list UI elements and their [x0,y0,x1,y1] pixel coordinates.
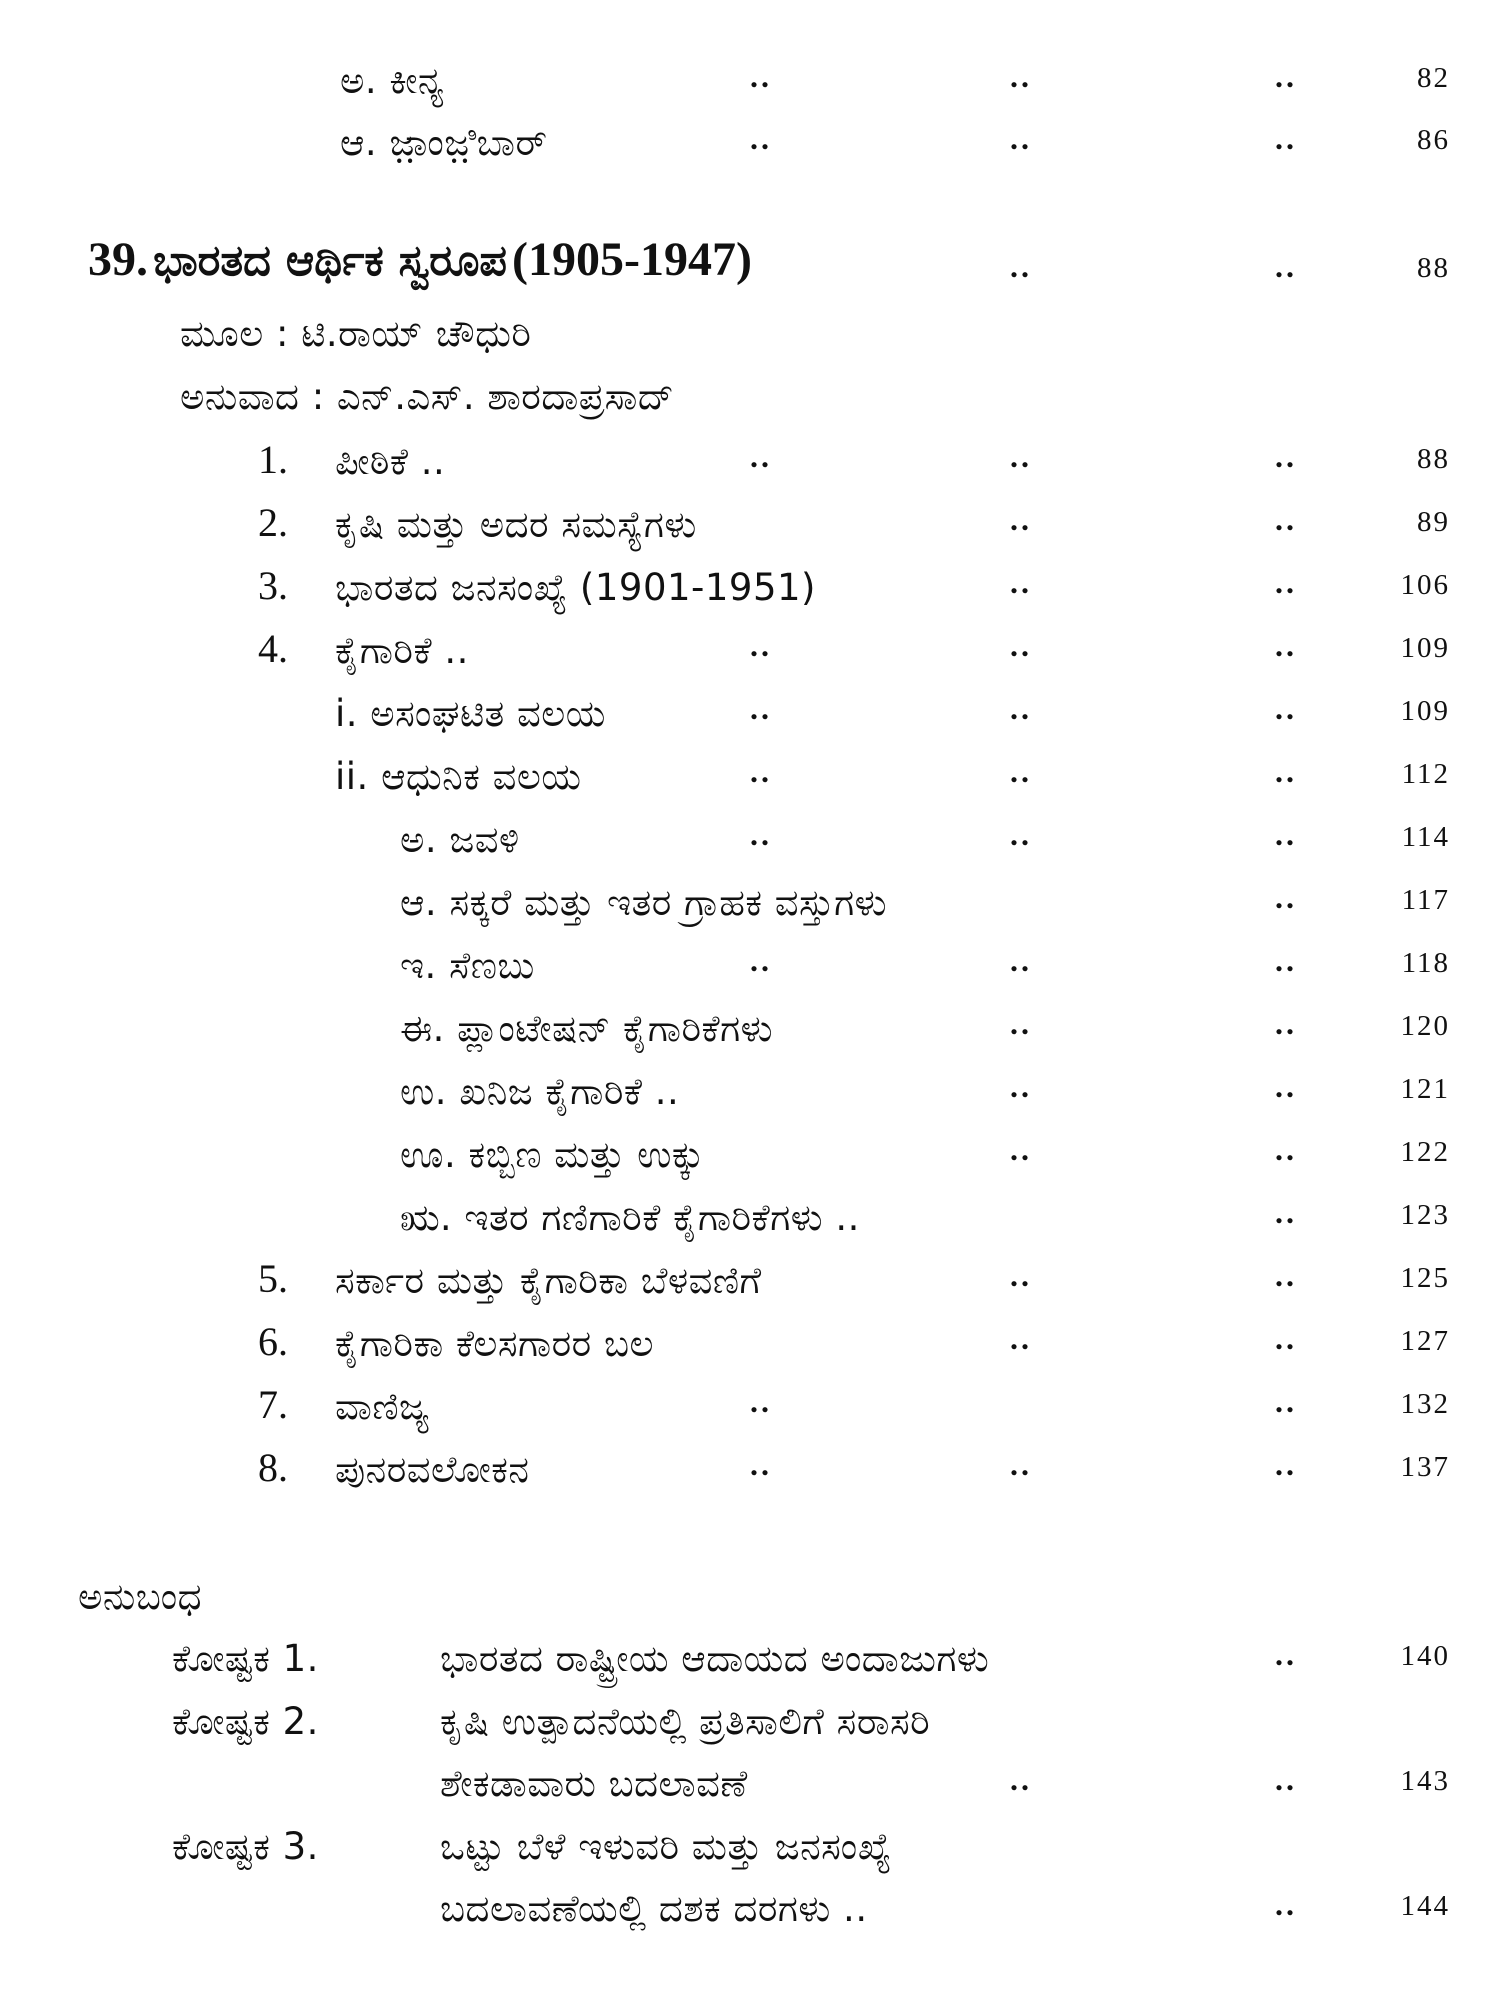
toc-entry-zanzibar: ಆ. ಜ಼ಾಂಜ಼ಿಬಾರ್ [340,121,548,164]
dot-leader: .. [1010,1131,1032,1167]
page-number: 109 [1400,632,1450,664]
table-title-continued: ಶೇಕಡಾವಾರು ಬದಲಾವಣೆ [440,1762,748,1805]
toc-subitem-label: i. ಅಸಂಘಟಿತ ವಲಯ [335,692,606,735]
dot-leader: .. [1275,1320,1297,1356]
chapter-page-number: 88 [1417,252,1450,284]
toc-item-label: ಪುನರವಲೋಕನ [335,1448,530,1491]
chapter-translation: ಅನುವಾದ : ಎನ್.ಎಸ್. ಶಾರದಾಪ್ರಸಾದ್ [180,375,675,418]
page-number: 109 [1400,695,1450,727]
page-number: 121 [1400,1073,1450,1105]
dot-leader: .. [1010,438,1032,474]
page-number: 117 [1401,884,1450,916]
dot-leader: .. [1275,120,1297,156]
toc-subitem-label: ಇ. ಸೆಣಬು [400,944,535,987]
dot-leader: .. [1010,1761,1032,1797]
page-number: 82 [1417,62,1450,94]
page-number: 143 [1400,1765,1450,1797]
table-label: ಕೋಷ್ಟಕ 3. [172,1825,319,1868]
chapter-years: (1905-1947) [512,233,752,286]
page-number: 114 [1401,821,1450,853]
dot-leader: .. [1275,816,1297,852]
page-number: 120 [1400,1010,1450,1042]
dot-leader: .. [1275,438,1297,474]
dot-leader: .. [750,1383,772,1419]
item-number: 6. [258,1319,288,1364]
page-number: 89 [1417,506,1450,538]
dot-leader: .. [1010,564,1032,600]
dot-leader: .. [1275,753,1297,789]
dot-leader: .. [750,627,772,663]
page-number: 137 [1400,1451,1450,1483]
page-number: 127 [1400,1325,1450,1357]
appendix-heading: ಅನುಬಂಧ [78,1575,203,1618]
table-label: ಕೋಷ್ಟಕ 2. [172,1700,319,1743]
item-number: 1. [258,437,288,482]
dot-leader: .. [1275,501,1297,537]
toc-entry-kenya: ಅ. ಕೀನ್ಯ [340,59,445,102]
page-number: 106 [1400,569,1450,601]
dot-leader: .. [750,753,772,789]
page-number: 125 [1400,1262,1450,1294]
dot-leader: .. [1275,690,1297,726]
chapter-number: 39. [88,233,148,286]
dot-leader: .. [1275,1194,1297,1230]
dot-leader: .. [750,120,772,156]
dot-leader: .. [1010,1005,1032,1041]
page-number: 122 [1400,1136,1450,1168]
item-number: 4. [258,626,288,671]
page-number: 123 [1400,1199,1450,1231]
page-number: 118 [1401,947,1450,979]
dot-leader: .. [1010,942,1032,978]
page-number: 112 [1401,758,1450,790]
dot-leader: .. [1010,1446,1032,1482]
page-number: 132 [1400,1388,1450,1420]
table-title: ಒಟ್ಟು ಬೆಳೆ ಇಳುವರಿ ಮತ್ತು ಜನಸಂಖ್ಯೆ [440,1825,892,1868]
dot-leader: .. [1275,1131,1297,1167]
dot-leader: .. [1275,1636,1297,1672]
dot-leader: .. [1275,879,1297,915]
chapter-heading [88,233,752,286]
toc-item-label: ಭಾರತದ ಜನಸಂಖ್ಯೆ (1901-1951) [335,566,816,609]
dot-leader: .. [750,438,772,474]
dot-leader: .. [1275,942,1297,978]
dot-leader: .. [750,690,772,726]
chapter-title: ಭಾರತದ ಆರ್ಥಿಕ ಸ್ವರೂಪ [153,236,507,286]
dot-leader: .. [1275,564,1297,600]
toc-item-label: ಪೀಠಿಕೆ .. [335,440,446,483]
toc-subitem-label: ii. ಆಧುನಿಕ ವಲಯ [335,755,582,798]
item-number: 5. [258,1256,288,1301]
dot-leader: .. [1275,1257,1297,1293]
toc-item-label: ಸರ್ಕಾರ ಮತ್ತು ಕೈಗಾರಿಕಾ ಬೆಳವಣಿಗೆ [335,1259,762,1302]
toc-item-label: ವಾಣಿಜ್ಯ [335,1385,430,1428]
dot-leader: .. [1275,1886,1297,1922]
page-number: 88 [1417,443,1450,475]
table-title: ಭಾರತದ ರಾಷ್ಟ್ರೀಯ ಆದಾಯದ ಅಂದಾಜುಗಳು [440,1637,990,1680]
dot-leader: .. [750,942,772,978]
toc-item-label: ಕೈಗಾರಿಕೆ .. [335,629,469,672]
dot-leader: .. [1010,1068,1032,1104]
dot-leader: .. [750,58,772,94]
dot-leader: .. [1275,1383,1297,1419]
dot-leader: .. [750,1446,772,1482]
dot-leader: .. [1010,816,1032,852]
item-number: 8. [258,1445,288,1490]
toc-subitem-label: ಊ. ಕಬ್ಬಿಣ ಮತ್ತು ಉಕ್ಕು [400,1133,705,1176]
dot-leader: .. [1275,58,1297,94]
dot-leader: .. [1275,1068,1297,1104]
dot-leader: .. [1010,753,1032,789]
table-title-continued: ಬದಲಾವಣೆಯಲ್ಲಿ ದಶಕ ದರಗಳು .. [440,1887,868,1930]
toc-subitem-label: ಅ. ಜವಳಿ [400,818,520,861]
item-number: 2. [258,500,288,545]
dot-leader: .. [1010,1257,1032,1293]
dot-leader: .. [750,816,772,852]
toc-subitem-label: ಉ. ಖನಿಜ ಕೈಗಾರಿಕೆ .. [400,1070,680,1113]
dot-leader: .. [1010,58,1032,94]
chapter-source: ಮೂಲ : ಟಿ.ರಾಯ್ ಚೌಧುರಿ [180,312,532,355]
toc-subitem-label: ಆ. ಸಕ್ಕರೆ ಮತ್ತು ಇತರ ಗ್ರಾಹಕ ವಸ್ತುಗಳು [400,881,887,924]
dot-leader: .. [1010,690,1032,726]
page-number: 86 [1417,124,1450,156]
table-label: ಕೋಷ್ಟಕ 1. [172,1637,319,1680]
dot-leader: .. [1010,501,1032,537]
item-number: 3. [258,563,288,608]
dot-leader: .. [1275,1761,1297,1797]
toc-item-label: ಕೃಷಿ ಮತ್ತು ಅದರ ಸಮಸ್ಯೆಗಳು [335,503,697,546]
dot-leader: .. [1275,248,1297,284]
dot-leader: .. [1275,1446,1297,1482]
dot-leader: .. [1010,1320,1032,1356]
dot-leader: .. [1010,248,1032,284]
toc-subitem-label: ಈ. ಪ್ಲಾಂಟೇಷನ್ ಕೈಗಾರಿಕೆಗಳು [400,1007,774,1050]
table-title: ಕೃಷಿ ಉತ್ಪಾದನೆಯಲ್ಲಿ ಪ್ರತಿಸಾಲಿಗೆ ಸರಾಸರಿ [440,1700,931,1743]
toc-subitem-label: ಋ. ಇತರ ಗಣಿಗಾರಿಕೆ ಕೈಗಾರಿಕೆಗಳು .. [400,1196,860,1239]
dot-leader: .. [1010,120,1032,156]
toc-item-label: ಕೈಗಾರಿಕಾ ಕೆಲಸಗಾರರ ಬಲ [335,1322,655,1365]
dot-leader: .. [1275,1005,1297,1041]
dot-leader: .. [1275,627,1297,663]
page-number: 140 [1400,1640,1450,1672]
dot-leader: .. [1010,627,1032,663]
page-number: 144 [1400,1890,1450,1922]
item-number: 7. [258,1382,288,1427]
